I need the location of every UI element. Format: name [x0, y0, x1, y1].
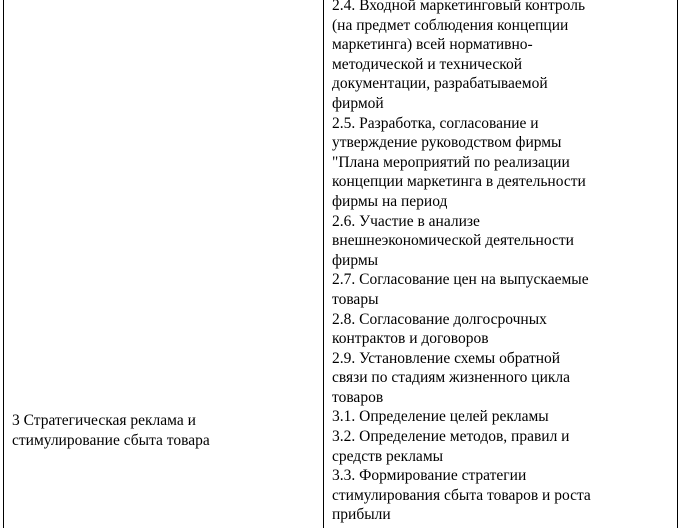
right-cell-line: 2.7. Согласование цен на выпускаемые	[332, 271, 589, 289]
left-cell-line: 3 Стратегическая реклама и	[12, 412, 196, 429]
right-cell-line: фирмой	[332, 94, 384, 112]
right-cell-line: стимулирования сбыта товаров и роста	[332, 486, 591, 504]
right-cell	[332, 0, 677, 525]
right-cell-line: 2.4. Входной маркетинговый контроль	[332, 0, 586, 14]
left-cell	[12, 411, 317, 451]
right-cell-line: методической и технической	[332, 55, 523, 73]
right-cell-line: 3.1. Определение целей рекламы	[332, 408, 549, 426]
right-cell-line: внешнеэкономической деятельности	[332, 232, 574, 250]
table-column-divider	[323, 0, 324, 528]
right-cell-line: утверждение руководством фирмы	[332, 134, 562, 152]
right-cell-line: 3.2. Определение методов, правил и	[332, 428, 570, 446]
left-cell-line: стимулирование сбыта товара	[12, 432, 210, 449]
right-cell-line: 2.8. Согласование долгосрочных	[332, 310, 547, 328]
table-right-border	[677, 0, 678, 528]
right-cell-line: маркетинга) всей нормативно-	[332, 36, 533, 54]
right-cell-line: товары	[332, 290, 379, 308]
right-cell-line: связи по стадиям жизненного цикла	[332, 369, 571, 387]
right-cell-line: фирмы на период	[332, 192, 448, 210]
right-cell-line: (на предмет соблюдения концепции	[332, 16, 569, 34]
right-cell-line: 2.9. Установление схемы обратной	[332, 349, 561, 367]
right-cell-line: 2.6. Участие в анализе	[332, 212, 480, 230]
table-left-border	[3, 0, 4, 528]
right-cell-line: прибыли	[332, 506, 391, 524]
right-cell-line: контрактов и договоров	[332, 330, 489, 348]
right-cell-line: 2.5. Разработка, согласование и	[332, 114, 539, 132]
right-cell-line: средств рекламы	[332, 447, 444, 465]
right-cell-line: фирмы	[332, 251, 379, 269]
right-cell-line: концепции маркетинга в деятельности	[332, 173, 586, 191]
right-cell-line: товаров	[332, 388, 384, 406]
right-cell-line: документации, разрабатываемой	[332, 75, 548, 93]
right-cell-line: "Плана мероприятий по реализации	[332, 153, 570, 171]
right-cell-line: 3.3. Формирование стратегии	[332, 467, 527, 485]
